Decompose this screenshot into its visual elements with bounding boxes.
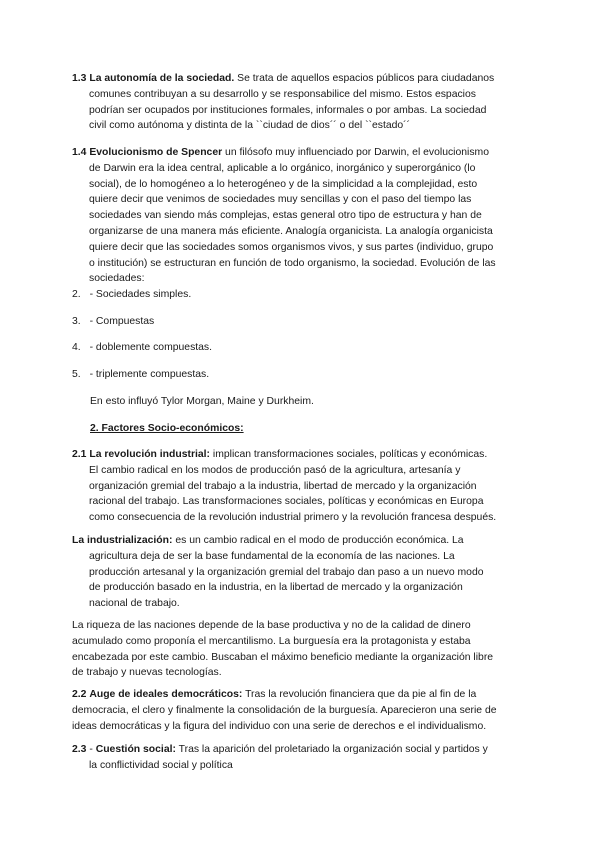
section-1-3 — [72, 71, 542, 134]
section-1-4-number: 1.4 — [72, 147, 87, 158]
industrialization-first-line — [72, 533, 542, 549]
section-2-2-first-line — [72, 687, 542, 703]
section-1-4-line: o institución) se estructuran en función de todo organismo, la sociedad. Evolución de las — [89, 257, 496, 269]
section-2-1 — [72, 447, 542, 526]
section-2-2 — [72, 687, 542, 734]
section-1-4-line: social), de lo homogéneo a lo heterogéneo y de la simplicidad a la complejidad, esto — [89, 178, 478, 190]
section-2-3-line: la conflictividad social y política — [89, 759, 233, 771]
list-item — [72, 287, 191, 303]
section-2-3 — [72, 742, 542, 774]
section-2-3-number: 2.3 — [72, 744, 87, 755]
section-1-4-text: un filósofo muy influenciado por Darwin, el evolucionismo — [222, 147, 489, 158]
section-1-4-line: sociedades van siendo más complejas, estas general otro tipo de estructura y han de — [89, 210, 482, 222]
list-item-number: 3. — [72, 316, 81, 327]
section-1-4-first-line — [72, 145, 542, 161]
list-item-number: 4. — [72, 342, 81, 353]
list-item-text: - triplemente compuestas. — [89, 369, 210, 380]
section-1-3-line: comunes contribuyan a su desarrollo y se responsabilice del mismo. Estos espacios — [89, 88, 476, 100]
section-2-2-line: ideas democráticas y la figura del individuo con una serie de derechos e el individualismo. — [72, 720, 487, 732]
section-1-3-line: civil como autónoma y distinta de la ``ciudad de dios´´ o del ``estado´´ — [89, 120, 411, 132]
section-2-3-text: Tras la aparición del proletariado la organización social y partidos y — [175, 744, 488, 755]
section-1-4-title: Evolucionismo de Spencer — [89, 147, 223, 158]
industrialization-line: producción artesanal y la organización gremial del trabajo dan paso a un nuevo modo — [89, 566, 484, 578]
list-item-number: 5. — [72, 369, 81, 380]
riqueza-line: encabezada por este cambio. Buscaban el máximo beneficio mediante la organización libre — [72, 651, 494, 663]
section-2-2-text: Tras la revolución financiera que da pie al fin de la — [242, 689, 477, 700]
section-2-2-number: 2.2 — [72, 689, 87, 700]
section-2-1-line: racional del trabajo. Las transformaciones sociales, políticas y económicas en Europa — [89, 496, 484, 508]
riqueza-line: La riqueza de las naciones depende de la base productiva y no de la calidad de dinero — [72, 620, 471, 631]
list-item-text: - doblemente compuestas. — [89, 342, 213, 353]
list-item-number: 2. — [72, 289, 81, 300]
list-item — [72, 314, 154, 330]
section-2-3-title: Cuestión social: — [95, 744, 176, 755]
section-2-2-title: Auge de ideales democráticos: — [89, 689, 243, 700]
section-1-4 — [72, 145, 542, 287]
section-2-heading: 2. Factores Socio-económicos: — [90, 423, 244, 434]
section-2-1-line: El cambio radical en los modos de producción pasó de la agricultura, artesanía y — [89, 464, 461, 476]
section-1-3-number: 1.3 — [72, 73, 87, 84]
riqueza-line: de trabajo y nuevas tecnologías. — [72, 667, 222, 679]
section-2-3-first-line — [72, 742, 542, 758]
section-1-4-line: quiere decir que las sociedades somos organismos vivos, y sus partes (individuo, grupo — [89, 241, 494, 253]
industrialization-line: agricultura deja de ser la base fundamental de la economía de las naciones. La — [89, 550, 455, 562]
list-item-text: - Compuestas — [89, 316, 155, 327]
section-1-3-line: podrían ser ocupados por instituciones formales, informales o por ambas. La sociedad — [89, 104, 487, 116]
section-2-2-line: democracia, el clero y finalmente la consolidación de la burguesía. Aparecieron una serie de — [72, 704, 497, 716]
section-2-3-dash: - — [86, 744, 96, 755]
section-1-4-line: sociedades: — [89, 273, 145, 285]
influence-note: En esto influyó Tylor Morgan, Maine y Durkheim. — [90, 396, 314, 407]
section-1-3-first-line — [72, 71, 542, 87]
list-item-text: - Sociedades simples. — [89, 289, 192, 300]
section-2-1-text: implican transformaciones sociales, políticas y económicas. — [210, 449, 488, 460]
section-2-1-title: La revolución industrial: — [89, 449, 211, 460]
riqueza-line: acumulado como proponía el mercantilismo. La burguesía era la protagonista y estaba — [72, 635, 471, 647]
section-2-1-first-line — [72, 447, 542, 463]
section-1-4-line: organizarse de una manera más eficiente. Analogía organicista. La analogía organicista — [89, 225, 493, 237]
industrialization-line: nacional de trabajo. — [89, 598, 180, 610]
section-2-1-line: organización gremial del trabajo a la industria, libertad de mercado y la organización — [89, 480, 477, 492]
list-item — [72, 340, 212, 356]
section-1-3-title: La autonomía de la sociedad. — [89, 73, 235, 84]
industrialization-text: es un cambio radical en el modo de producción económica. La — [172, 535, 464, 546]
section-2-1-number: 2.1 — [72, 449, 87, 460]
section-1-3-text: Se trata de aquellos espacios públicos para ciudadanos — [234, 73, 495, 84]
list-item — [72, 367, 209, 383]
section-1-4-line: quiere decir que venimos de sociedades muy sencillas y con el paso del tiempo las — [89, 194, 472, 206]
industrialization-title: La industrialización: — [72, 535, 173, 546]
industrialization — [72, 533, 542, 612]
section-1-4-line: de Darwin era la idea central, aplicable a lo orgánico, inorgánico y superorgánico (lo — [89, 162, 476, 174]
section-2-1-line: como consecuencia de la revolución industrial primero y la revolución francesa después. — [89, 512, 497, 524]
riqueza-paragraph — [72, 618, 542, 681]
industrialization-line: de producción basado en la industria, en la libertad de mercado y la organización — [89, 582, 463, 594]
